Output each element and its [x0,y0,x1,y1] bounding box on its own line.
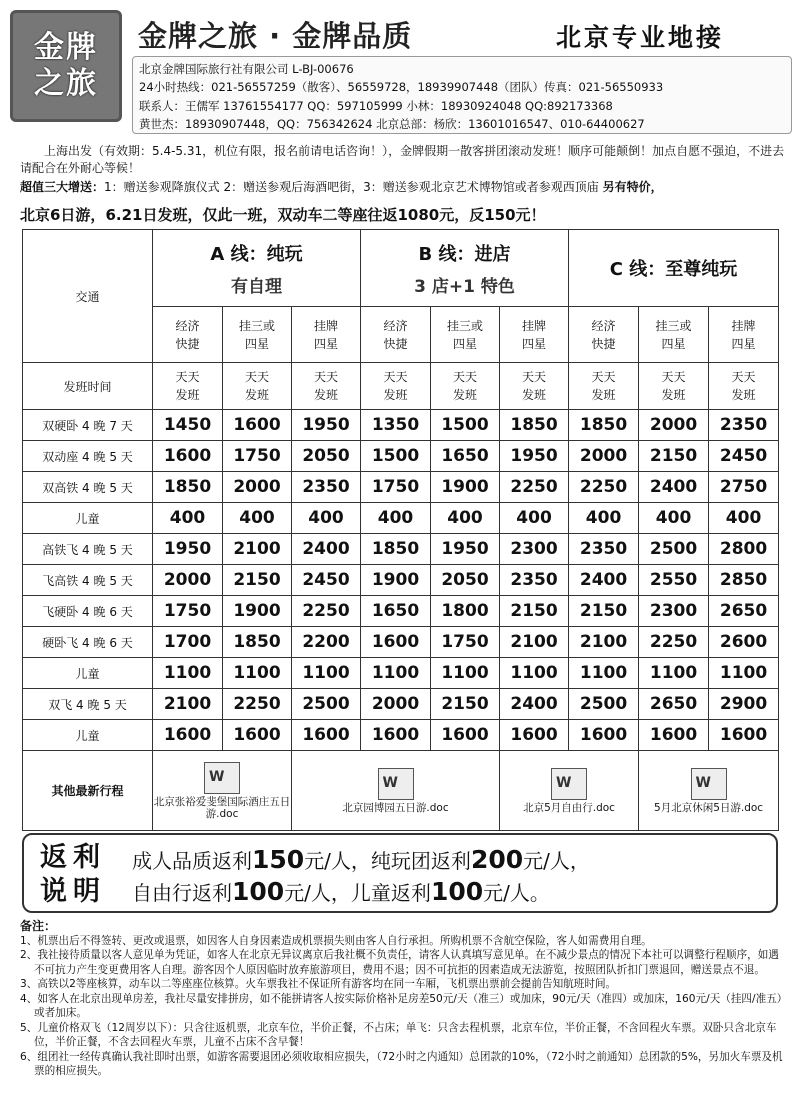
depart-text: 天天 [661,370,686,384]
price-cell: 1950 [292,410,361,441]
grade-line: 挂牌 [731,318,756,333]
line-b-title: B 线：进店 [418,243,511,265]
price-row [23,689,779,720]
contact-line: 黄世杰：18930907448，QQ：756342624 北京总部：杨欣：13601016547、010-64400627 [139,117,645,132]
price-cell: 2900 [709,689,779,720]
depart-cell [361,363,431,410]
headline: 北京6日游，6.21日发班，仅此一班，双动车二等座往返1080元，反150元！ [20,206,546,224]
price-cell: 1450 [153,410,223,441]
contact-box [132,56,792,134]
price-cell: 2450 [292,565,361,596]
note-item: 5、儿童价格双飞（12周岁以下）：只含往返机票，北京车位，半价正餐，不占床；单飞：只含去程机票，北京车位，半价正餐，不含回程火车票。双卧只含北京车位，半价正餐，不含去回程火车票，儿童不占床不含早餐！ [20,1021,777,1048]
doc-attachment[interactable] [500,751,639,831]
other-label: 其他最新行程 [23,751,153,831]
price-cell: 1600 [500,720,569,751]
note-item: 6、组团社一经传真确认我社即时出票，如游客需要退团必须收取相应损失，（72小时之内通知）总团款的10%，（72小时之前通知）总团款的5%，另加火车票及机票的相应损失。 [20,1050,783,1077]
price-cell: 400 [709,503,779,534]
gift-label: 超值三大增送： [20,180,105,194]
docs-row [23,751,779,831]
price-cell: 1900 [223,596,292,627]
rebate-amount: 100 [232,877,285,906]
gift-tail: 另有特价， [602,180,663,194]
price-cell: 1750 [153,596,223,627]
price-cell: 1800 [431,596,500,627]
doc-attachment[interactable] [639,751,779,831]
grade-line: 四星 [731,336,756,351]
price-row [23,627,779,658]
grade-line: 快捷 [175,336,200,351]
row-label: 儿童 [23,503,153,534]
price-cell: 2250 [292,596,361,627]
doc-filename[interactable]: 北京5月自由行.doc [523,801,615,814]
price-cell: 2000 [153,565,223,596]
price-cell: 2200 [292,627,361,658]
depart-cell [500,363,569,410]
grade-line: 四星 [453,336,478,351]
price-cell: 1100 [361,658,431,689]
price-cell: 1600 [153,720,223,751]
doc-attachment[interactable] [153,751,292,831]
price-row [23,720,779,751]
row-label: 双高铁 4 晚 5 天 [23,472,153,503]
contact-line: 24小时热线：021-56557259（散客）、56559728，18939907448（团队）传真：021-56550933 [139,80,664,95]
row-label: 儿童 [23,720,153,751]
rebate-text: 成人品质返利 [132,849,252,873]
price-cell: 2150 [500,596,569,627]
contact-line: 联系人：王儒军 13761554177 QQ：597105999 小林：18930924048 QQ:892173368 [139,98,613,113]
price-cell: 1100 [639,658,709,689]
price-cell: 1750 [431,627,500,658]
grade-header [431,307,500,363]
grade-line: 挂三或 [655,318,692,333]
price-cell: 1100 [223,658,292,689]
doc-filename[interactable]: 北京张裕爱斐堡国际酒庄五日游.doc [153,795,291,820]
depart-text: 发班 [661,388,686,402]
grade-line: 挂三或 [238,318,275,333]
row-label: 高铁飞 4 晚 5 天 [23,534,153,565]
rebate-line-1 [132,845,590,874]
depart-text: 发班 [522,388,547,402]
grade-header [153,307,223,363]
rebate-title-2: 说明 [40,876,106,907]
depart-text: 天天 [453,370,478,384]
depart-text: 天天 [244,370,269,384]
rebate-amount: 150 [252,845,305,874]
price-row [23,503,779,534]
line-b-header [361,230,569,307]
price-row [23,565,779,596]
price-cell: 2400 [500,689,569,720]
depart-cell [639,363,709,410]
depart-text: 发班 [591,388,616,402]
price-cell: 1600 [223,410,292,441]
note-item: 2、我社接待质量以客人意见单为凭证，如客人在北京无异议离京后我社概不负责任，请客人认真填写意见单。在不减少景点的情况下本社可以调整行程顺序，如遇不可抗力产生变更费用客人自理。游客因个人原因临时放弃旅游项目，费用不退；因不可抗拒的因素造成无法游览，按照团队折扣门票退回，赠送景点不退。 [20,949,779,976]
grade-header [709,307,779,363]
price-cell: 2250 [500,472,569,503]
rebate-amount: 100 [430,877,484,906]
price-cell: 2500 [292,689,361,720]
doc-filename[interactable]: 5月北京休闲5日游.doc [654,801,764,814]
depart-text: 发班 [314,388,339,402]
grade-line: 四星 [522,336,547,351]
price-cell: 2350 [500,565,569,596]
grade-header [223,307,292,363]
price-cell: 400 [361,503,431,534]
price-cell: 1950 [500,441,569,472]
price-cell: 1900 [431,472,500,503]
depart-cell [292,363,361,410]
price-cell: 2300 [500,534,569,565]
depart-text: 天天 [591,370,616,384]
price-cell: 2650 [709,596,779,627]
price-cell: 1100 [153,658,223,689]
price-cell: 1850 [500,410,569,441]
price-cell: 2350 [569,534,639,565]
rebate-text: 元/人，纯玩团返利 [304,849,471,873]
logo-line1: 金牌 [34,30,98,65]
price-cell: 1650 [361,596,431,627]
price-cell: 1600 [709,720,779,751]
word-doc-icon[interactable] [551,768,587,800]
line-a-sub: 有自理 [231,276,282,297]
price-cell: 2550 [639,565,709,596]
rebate-text: 元/人， [523,849,590,873]
grade-line: 快捷 [383,336,408,351]
price-cell: 2150 [639,441,709,472]
price-cell: 2100 [569,627,639,658]
price-cell: 400 [569,503,639,534]
price-cell: 1600 [569,720,639,751]
price-cell: 2850 [709,565,779,596]
rebate-box [22,833,778,913]
price-cell: 1600 [431,720,500,751]
price-cell: 1100 [500,658,569,689]
line-c-title: C 线：至尊纯玩 [609,259,738,280]
price-cell: 2800 [709,534,779,565]
logo-line2: 之旅 [34,66,98,101]
depart-cell [569,363,639,410]
grade-line: 经济 [591,318,616,333]
price-cell: 2400 [292,534,361,565]
row-label: 儿童 [23,658,153,689]
price-cell: 1600 [292,720,361,751]
line-b-sub: 3 店+1 特色 [414,276,515,297]
price-cell: 400 [153,503,223,534]
price-table [22,229,779,831]
line-a-title: A 线：纯玩 [210,243,303,265]
price-cell: 1750 [223,441,292,472]
intro [20,143,786,196]
price-cell: 2050 [431,565,500,596]
price-cell: 1350 [361,410,431,441]
price-cell: 2150 [569,596,639,627]
price-cell: 2150 [431,689,500,720]
depart-text: 天天 [383,370,408,384]
row-label: 飞硬卧 4 晚 6 天 [23,596,153,627]
word-doc-icon[interactable] [204,762,240,794]
price-cell: 1600 [639,720,709,751]
price-cell: 2100 [500,627,569,658]
depart-text: 发班 [383,388,408,402]
word-doc-icon[interactable] [691,768,727,800]
rebate-title-1: 返利 [40,842,106,873]
price-cell: 1750 [361,472,431,503]
price-cell: 1650 [431,441,500,472]
price-cell: 2450 [709,441,779,472]
price-cell: 2300 [639,596,709,627]
grade-header [569,307,639,363]
price-cell: 2000 [361,689,431,720]
depart-cell [431,363,500,410]
logo [10,10,122,122]
price-cell: 1850 [361,534,431,565]
price-row [23,472,779,503]
row-label: 硬卧飞 4 晚 6 天 [23,627,153,658]
rebate-title [40,841,106,909]
notes-title: 备注： [20,919,57,933]
grade-header [292,307,361,363]
price-cell: 2500 [639,534,709,565]
depart-text: 发班 [244,388,269,402]
price-cell: 1500 [361,441,431,472]
price-cell: 2250 [223,689,292,720]
price-cell: 2050 [292,441,361,472]
grade-header [639,307,709,363]
line-c-header [569,230,779,307]
depart-cell [223,363,292,410]
price-cell: 2100 [153,689,223,720]
grade-line: 挂牌 [522,318,547,333]
price-row [23,534,779,565]
grade-header [500,307,569,363]
price-cell: 1600 [153,441,223,472]
rebate-text: 自由行返利 [132,881,232,905]
price-cell: 2100 [223,534,292,565]
price-cell: 1850 [223,627,292,658]
grade-line: 四星 [314,336,339,351]
price-cell: 1600 [223,720,292,751]
rebate-text: 元/人，儿童返利 [284,881,431,905]
price-cell: 1100 [431,658,500,689]
price-cell: 1500 [431,410,500,441]
doc-attachment[interactable] [292,751,500,831]
note-item: 4、如客人在北京出现单房差，我社尽量安排拼房，如不能拼请客人按实际价格补足房差50元/天（准三）或加床，90元/天（准四）或加床，160元/天（挂四/准五）或者加床。 [20,992,783,1019]
price-cell: 2000 [639,410,709,441]
depart-cell [709,363,779,410]
depart-text: 天天 [314,370,339,384]
row-label: 双飞 4 晚 5 天 [23,689,153,720]
grade-line: 四星 [244,336,269,351]
price-row [23,410,779,441]
price-cell: 2500 [569,689,639,720]
price-cell: 2150 [223,565,292,596]
row-label: 双动座 4 晚 5 天 [23,441,153,472]
price-cell: 400 [223,503,292,534]
notes [20,919,786,1079]
note-item: 1、机票出后不得签转、更改或退票，如因客人自身因素造成机票损失则由客人自行承担。所购机票不含航空保险，客人如需费用自理。 [20,934,652,947]
price-cell: 2250 [569,472,639,503]
depart-text: 天天 [175,370,200,384]
price-cell: 2000 [223,472,292,503]
price-cell: 2400 [639,472,709,503]
depart-text: 天天 [731,370,756,384]
grade-line: 快捷 [591,336,616,351]
price-cell: 2750 [709,472,779,503]
price-cell: 400 [639,503,709,534]
price-row [23,658,779,689]
grade-line: 经济 [175,318,200,333]
word-doc-icon[interactable] [378,768,414,800]
line-a-header [153,230,361,307]
slogan-local: 北京专业地接 [556,23,725,52]
price-cell: 1700 [153,627,223,658]
price-cell: 1950 [431,534,500,565]
gift-line [20,179,786,196]
price-cell: 1900 [361,565,431,596]
price-row [23,441,779,472]
price-cell: 1600 [361,627,431,658]
price-cell: 2350 [292,472,361,503]
gift-text: 1：赠送参观降旗仪式 2：赠送参观后海酒吧街，3：赠送参观北京艺术博物馆或者参观西顶庙 [104,180,599,194]
row-label: 飞高铁 4 晚 5 天 [23,565,153,596]
row-label: 双硬卧 4 晚 7 天 [23,410,153,441]
depart-header: 发班时间 [23,363,153,410]
price-cell: 400 [500,503,569,534]
price-cell: 2600 [709,627,779,658]
price-cell: 2650 [639,689,709,720]
depart-text: 发班 [453,388,478,402]
price-cell: 1850 [569,410,639,441]
grade-line: 经济 [383,318,408,333]
doc-filename[interactable]: 北京园博园五日游.doc [342,801,449,814]
price-cell: 1600 [361,720,431,751]
grade-line: 四星 [661,336,686,351]
price-cell: 2400 [569,565,639,596]
rebate-line-2 [132,877,550,906]
price-cell: 2350 [709,410,779,441]
rebate-text: 元/人。 [483,881,550,905]
grade-line: 挂牌 [314,318,339,333]
grade-line: 挂三或 [447,318,484,333]
depart-text: 天天 [522,370,547,384]
intro-text: 上海出发（有效期：5.4-5.31，机位有限，报名前请电话咨询！），金牌假期一散客拼团滚动发班！顺序可能颠倒！加点自愿不强迫，不进去请配合在外耐心等候！ [20,144,785,175]
note-item: 3、高铁以2等座核算，动车以二等座座位核算。火车票我社不保证所有游客均在同一车厢，飞机票出票前会提前告知航班时间。 [20,978,617,990]
price-cell: 2000 [569,441,639,472]
price-cell: 1850 [153,472,223,503]
contact-line: 北京金牌国际旅行社有限公司 L-BJ-00676 [139,62,354,76]
rebate-amount: 200 [470,845,524,874]
price-cell: 2250 [639,627,709,658]
slogan: 金牌之旅 · 金牌品质 [138,19,413,53]
price-cell: 1100 [569,658,639,689]
price-cell: 1950 [153,534,223,565]
grade-header [361,307,431,363]
depart-cell [153,363,223,410]
price-row [23,596,779,627]
price-cell: 1100 [292,658,361,689]
depart-text: 发班 [731,388,756,402]
depart-text: 发班 [175,388,200,402]
price-cell: 400 [292,503,361,534]
transport-header: 交通 [23,230,153,363]
price-cell: 1100 [709,658,779,689]
price-cell: 400 [431,503,500,534]
